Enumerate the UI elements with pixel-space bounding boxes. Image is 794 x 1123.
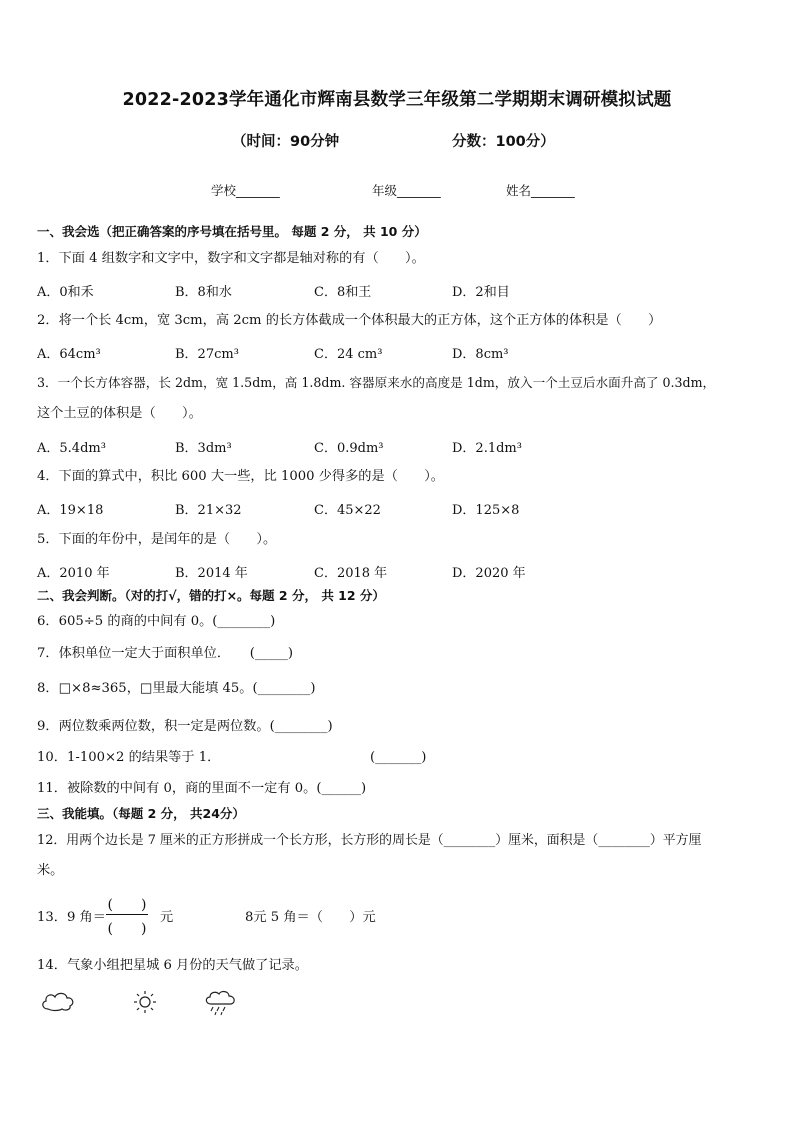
- q3-option-d: D．2.1dm³: [452, 441, 522, 456]
- question-10-answer: (_______): [370, 750, 427, 765]
- question-2: 2．将一个长 4cm，宽 3cm，高 2cm 的长方体截成一个体积最大的正方体，这个正方体的体积是（ ）: [37, 313, 662, 328]
- legend-rainy: [204, 990, 238, 1016]
- question-4: 4．下面的算式中，积比 600 大一些，比 1000 少得多的是（ ）。: [37, 469, 444, 484]
- question-3-line-2: 这个土豆的体积是（ ）。: [37, 406, 202, 421]
- q5-option-a: A．2010 年: [37, 566, 110, 581]
- sun-icon: [133, 990, 157, 1014]
- legend-cloudy: [40, 990, 78, 1012]
- q2-option-c: C．24 cm³: [314, 347, 383, 362]
- question-14: 14．气象小组把星城 6 月份的天气做了记录。: [37, 958, 308, 973]
- question-3: 3．一个长方体容器，长 2dm，宽 1.5dm，高 1.8dm. 容器原来水的高度是 1dm，放入一个土豆后水面升高了 0.3dm，: [37, 375, 716, 390]
- question-6: 6．605÷5 的商的中间有 0。(________): [37, 614, 276, 629]
- question-11: 11．被除数的中间有 0，商的里面不一定有 0。(______): [37, 781, 367, 796]
- name-field: 姓名_______: [506, 183, 575, 198]
- question-10: 10．1-100×2 的结果等于 1．: [37, 750, 221, 765]
- q3-option-b: B．3dm³: [175, 441, 232, 456]
- section-2-heading: 二、我会判断。（对的打√，错的打×。每题 2 分， 共 12 分）: [37, 588, 385, 603]
- q4-option-c: C．45×22: [314, 503, 381, 518]
- question-7: 7．体积单位一定大于面积单位． (_____): [37, 646, 294, 661]
- q4-option-a: A．19×18: [37, 503, 104, 518]
- question-12: 12．用两个边长是 7 厘米的正方形拼成一个长方形，长方形的周长是（________）厘米，面积是（________）平方厘: [37, 833, 702, 848]
- q2-option-d: D．8cm³: [452, 347, 509, 362]
- q2-option-b: B．27cm³: [175, 347, 239, 362]
- q2-option-a: A．64cm³: [37, 347, 101, 362]
- question-12-line-2: 米。: [37, 863, 64, 878]
- school-field: 学校_______: [211, 183, 280, 198]
- q1-option-b: B．8和水: [175, 285, 232, 300]
- question-5: 5．下面的年份中，是闰年的是（ ）。: [37, 532, 277, 547]
- q3-option-a: A．5.4dm³: [37, 441, 106, 456]
- q13-fraction: [104, 894, 150, 938]
- fraction-bar: [106, 914, 148, 915]
- section-1-heading: 一、我会选（把正确答案的序号填在括号里。 每题 2 分， 共 10 分）: [37, 224, 427, 239]
- q5-option-c: C．2018 年: [314, 566, 388, 581]
- q1-option-a: A．0和禾: [37, 285, 94, 300]
- q3-option-c: C．0.9dm³: [314, 441, 384, 456]
- question-8: 8．□×8≈365，□里最大能填 45。(________): [37, 681, 316, 696]
- question-9: 9．两位数乘两位数，积一定是两位数。(________): [37, 719, 333, 734]
- q13-unit: 元: [160, 910, 174, 925]
- q5-option-b: B．2014 年: [175, 566, 248, 581]
- cloud-icon: [40, 990, 76, 1012]
- question-13-part-2: 8元 5 角＝（ ）元: [245, 910, 376, 925]
- question-13-part-1: 13．9 角＝: [37, 910, 106, 925]
- exam-time: （时间：90分钟: [232, 134, 340, 150]
- legend-sunny: [133, 990, 159, 1014]
- q13-denominator: ( ): [107, 921, 147, 937]
- q4-option-b: B．21×32: [175, 503, 242, 518]
- q1-option-d: D．2和目: [452, 285, 510, 300]
- section-3-heading: 三、我能填。（每题 2 分， 共24分）: [37, 806, 245, 821]
- q4-option-d: D．125×8: [452, 503, 520, 518]
- question-1: 1．下面 4 组数字和文字中，数字和文字都是轴对称的有（ ）。: [37, 251, 425, 266]
- exam-score: 分数：100分）: [452, 134, 555, 150]
- q13-numerator: ( ): [107, 897, 147, 913]
- page-title: 2022-2023学年通化市辉南县数学三年级第二学期期末调研模拟试题: [122, 90, 672, 110]
- rain-cloud-icon: [204, 990, 236, 1016]
- q1-option-c: C．8和王: [314, 285, 372, 300]
- q5-option-d: D．2020 年: [452, 566, 526, 581]
- grade-field: 年级_______: [372, 183, 441, 198]
